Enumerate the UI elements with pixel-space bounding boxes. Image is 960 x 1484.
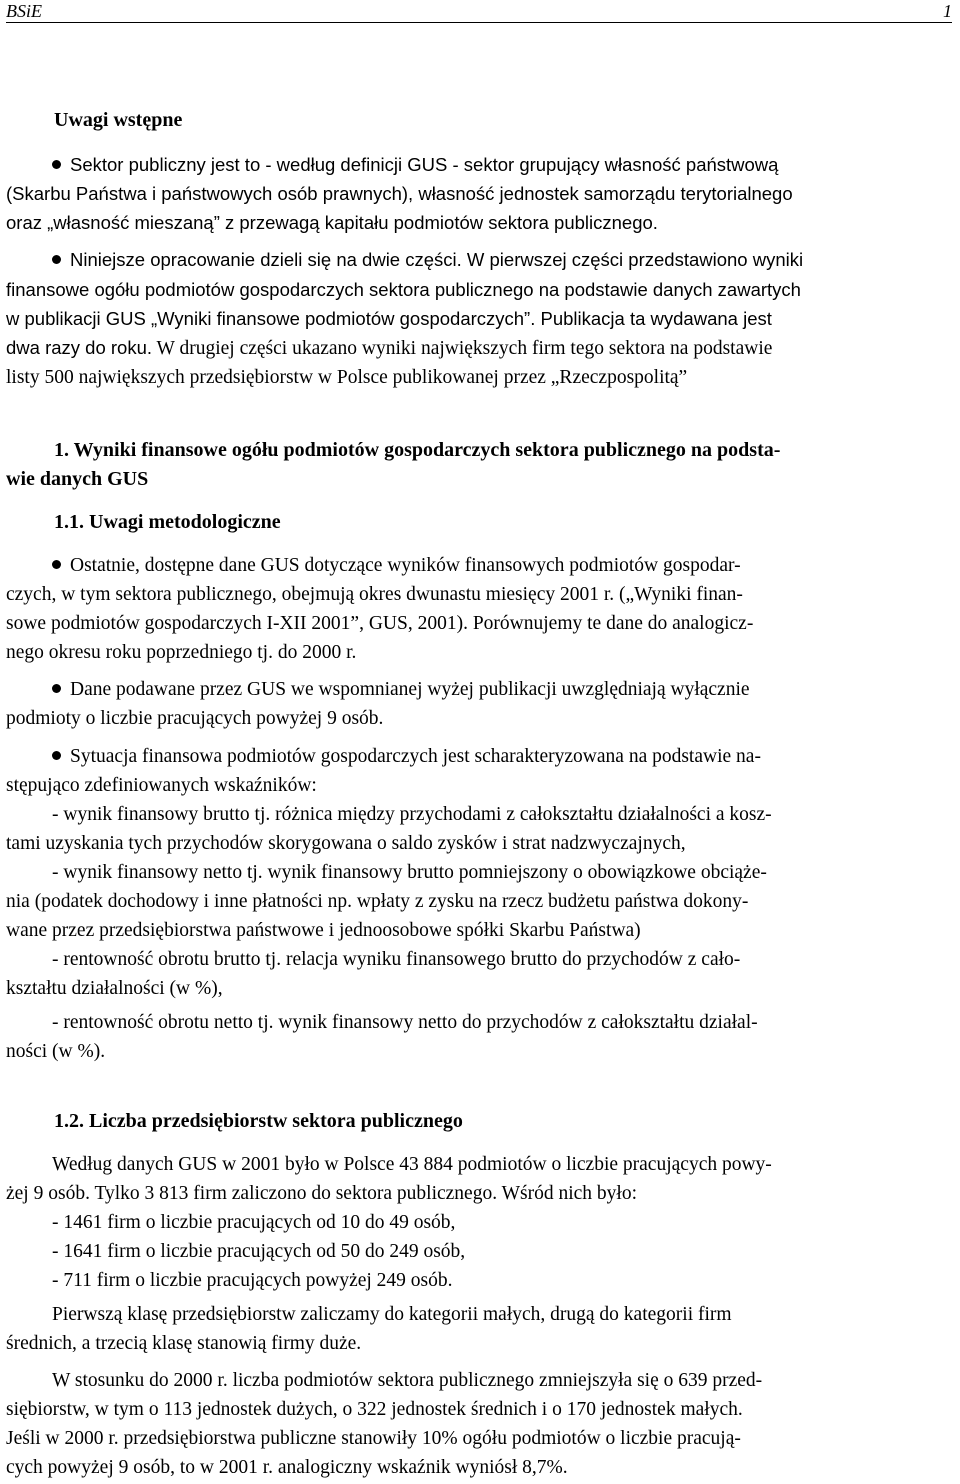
indicator-gross-profitability: - rentowność obrotu brutto tj. relacja wyniku finansowego brutto do przychodów z cało- kształtu działalności (w %), [6,949,741,999]
indicator-gross-result: - wynik finansowy brutto tj. różnica między przychodami z całokształtu działalności a kosz- tami uzyskania tych przychodów skorygowana o saldo zysków i strat nadzwyczajnych, [6,804,772,854]
intro-bullet-2: Niniejsze opracowanie dzieli się na dwie części. W pierwszej części przedstawiono wyniki finansowe ogółu podmiotów gospodarczych sektora publicznego na podstawie danych zawartych w publikacji GUS „Wyniki finansowe podmiotów gospodarczych”. Publikacja ta wydawana jest dwa razy do roku. W drugiej części ukazano wyniki największych firm tego sektora na podstawie listy 500 największych przedsiębiorstw w Polsce publikowanej przez „Rzeczpospolitą” [6,249,804,388]
indicator-net-profitability: - rentowność obrotu netto tj. wynik finansowy netto do przychodów z całokształtu działal- ności (w %). [6,1012,758,1062]
yearly-change-paragraph: W stosunku do 2000 r. liczba podmiotów sektora publicznego zmniejszyła się o 639 przed- siębiorstw, w tym o 113 jednostek dużych, o 322 jednostek średnich i o 170 jednostek małych. Jeśli w 2000 r. przedsiębiorstwa publiczne stanowiły 10% ogółu podmiotów o liczbie pracują- cych powyżej 9 osób, to w 2001 r. analogiczny wskaźnik wyniósł 8,7%. [6,1370,763,1478]
bullet-icon [52,560,61,569]
section-1-1-heading: 1.1. Uwagi metodologiczne [54,511,281,533]
bullet-icon [52,255,61,264]
page-number: 1 [943,1,952,21]
section-1-2-heading: 1.2. Liczba przedsiębiorstw sektora publicznego [54,1110,463,1132]
enterprise-count-paragraph: Według danych GUS w 2001 było w Polsce 43 884 podmiotów o liczbie pracujących powy- żej 9 osób. Tylko 3 813 firm zaliczono do sektora publicznego. Wśród nich było: - 1461 firm o liczbie pracujących od 10 do 49 osób, - 1641 firm o liczbie pracujących od 50 do 249 osób, - 711 firm o liczbie pracujących powyżej 249 osób. [6,1154,772,1291]
methodology-bullet-1: Ostatnie, dostępne dane GUS dotyczące wyników finansowych podmiotów gospodar- czych, w tym sektora publicznego, obejmują okres dwunastu miesięcy 2001 r. („Wyniki finan- sowe podmiotów gospodarczych I-XII 2001”, GUS, 2001). Porównujemy te dane do analogicz- nego okresu roku poprzedniego tj. do 2000 r. [6,555,754,663]
intro-heading: Uwagi wstępne [54,109,183,131]
bullet-icon [52,684,61,693]
intro-bullet-1: Sektor publiczny jest to - według definicji GUS - sektor grupujący własność państwową (Skarbu Państwa i państwowych osób prawnych), własność jednostek samorządu terytorialnego oraz „własność mieszaną” z przewagą kapitału podmiotów sektora publicznego. [6,154,793,233]
page-header [6,0,952,23]
bullet-icon [52,751,61,760]
section-1-heading: 1. Wyniki finansowe ogółu podmiotów gospodarczych sektora publicznego na podsta- wie danych GUS [6,439,781,490]
header-title: BSiE [6,1,42,21]
bullet-icon [52,160,61,169]
methodology-bullet-2: Dane podawane przez GUS we wspomnianej wyżej publikacji uwzględniają wyłącznie podmioty o liczbie pracujących powyżej 9 osób. [6,679,750,729]
size-class-paragraph: Pierwszą klasę przedsiębiorstw zaliczamy do kategorii małych, drugą do kategorii firm średnich, a trzecią klasę stanowią firmy duże. [6,1304,732,1354]
methodology-bullet-3: Sytuacja finansowa podmiotów gospodarczych jest scharakteryzowana na podstawie na- stępująco zdefiniowanych wskaźników: [6,746,761,796]
indicator-net-result: - wynik finansowy netto tj. wynik finansowy brutto pomniejszony o obowiązkowe obciąże- nia (podatek dochodowy i inne płatności np. wpłaty z zysku na rzecz budżetu państwa dokony- wane przez przedsiębiorstwa państwowe i jednoosobowe spółki Skarbu Państwa) [6,862,767,941]
